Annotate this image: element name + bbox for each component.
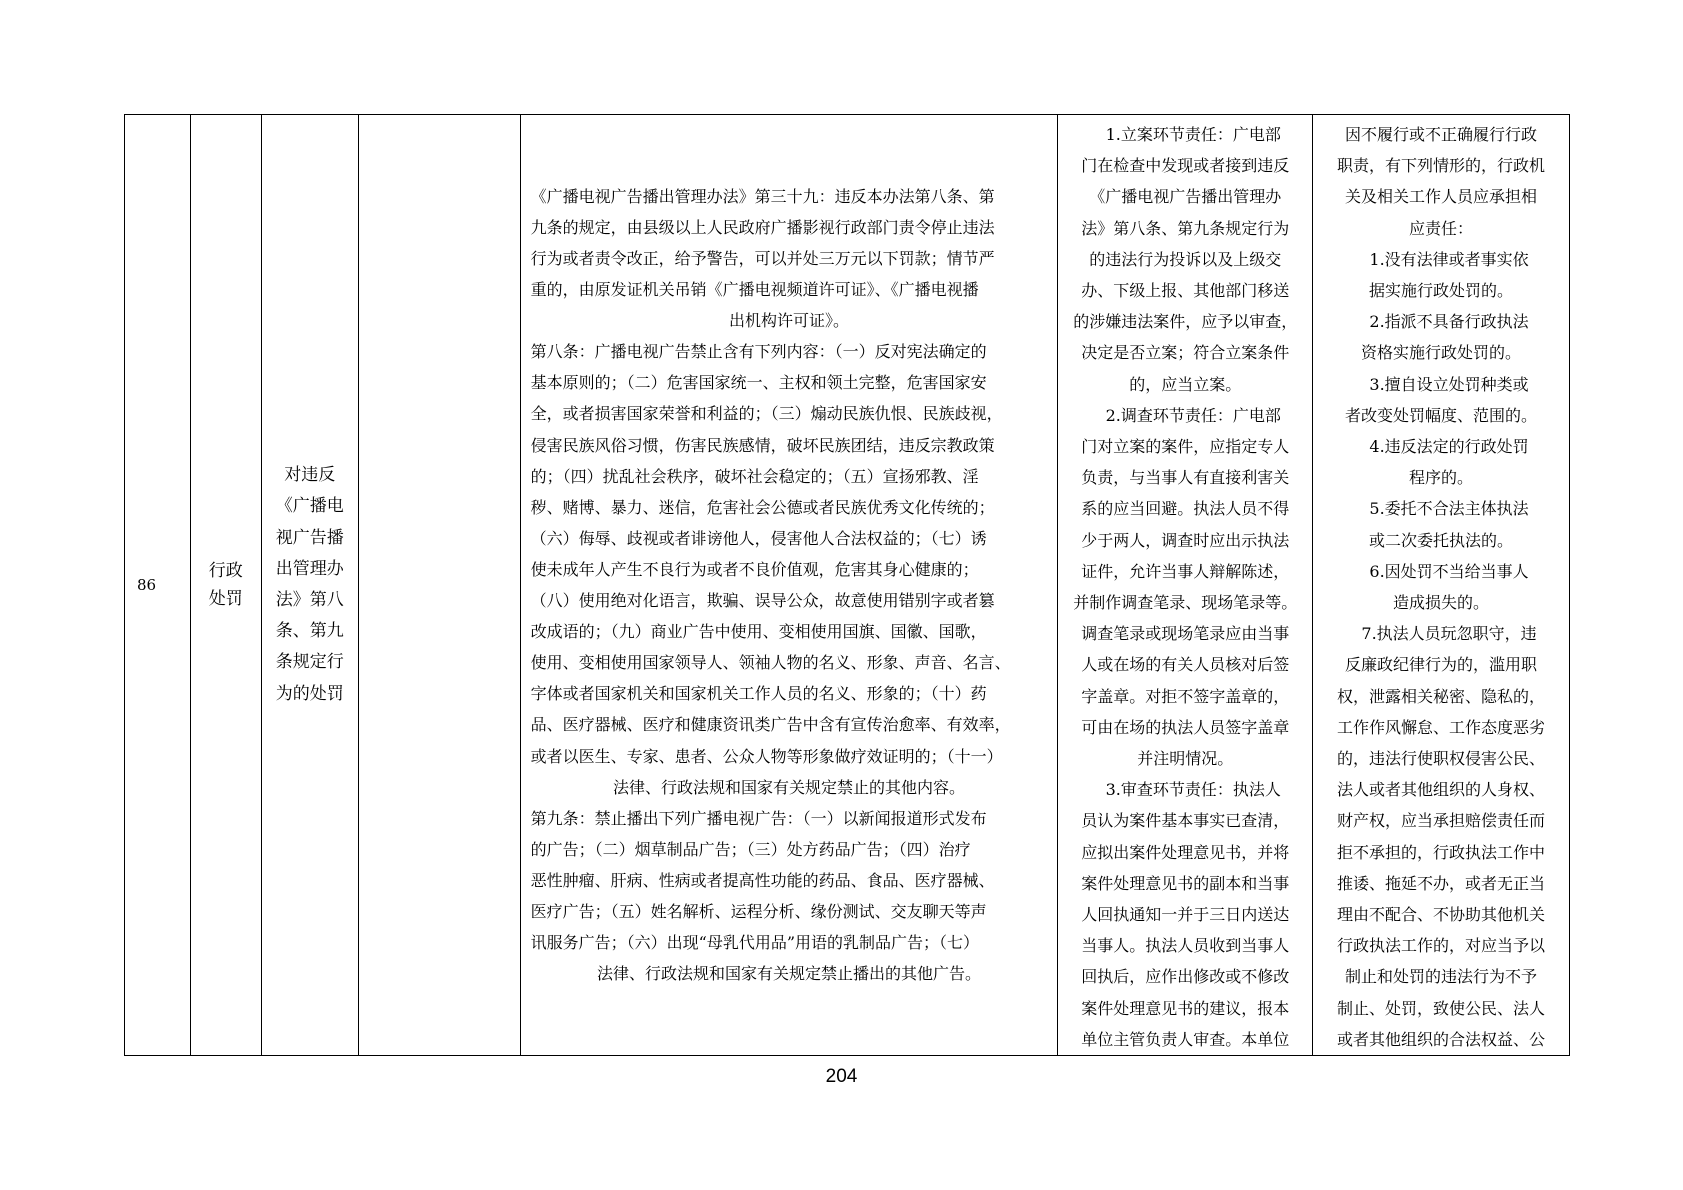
item-number: 86 (137, 576, 157, 595)
item-number-cell (125, 115, 191, 1056)
accountability-text: 因不履行或不正确履行行政 职责，有下列情形的，行政机 关及相关工作人员应承担相 应责任： 1.没有法律或者事实依 据实施行政处罚的。 2.指派不具备行政执法 资格实施行政处罚的。 3.擅自设立处罚种类或 者改变处罚幅度、范围的。 4.违反法定的行政处罚 程序的。 5.委托不合法主体执法 或二次委托执法的。 6.因处罚不当给当事人 造成损失的。 7.执法人员玩忽职守，违 反廉政纪律行为的，滥用职 权，泄露相关秘密、隐私的， 工作作风懈怠、工作态度恶劣 的，违法行使职权侵害公民、 法人或者其他组织的人身权、 财产权，应当承担赔偿责任而 拒不承担的，行政执法工作中 推诿、拖延不办，或者无正当 理由不配合、不协助其他机关 行政执法工作的，对应当予以 制止和处罚的违法行为不予 制止、处罚，致使公民、法人 或者其他组织的合法权益、公 (1337, 125, 1546, 1049)
basis-article-9-end: 法律、行政法规和国家有关规定禁止播出的其他广告。 (597, 964, 982, 984)
basis-article-39-end: 出机构许可证》。 (729, 311, 850, 331)
legal-basis-cell (520, 115, 1058, 1056)
responsibility-cell (1058, 115, 1313, 1056)
basis-article-39: 《广播电视广告播出管理办法》第三十九：违反本办法第八条、第 九条的规定，由县级以上人民政府广播影视行政部门责令停止违法 行为或者责令改正，给予警告，可以并处三万元以下罚款；情节严 重的，由原发证机关吊销《广播电视频道许可证》、《广播电视播 (530, 186, 995, 300)
sub-item-cell (358, 115, 520, 1056)
basis-article-9: 第九条：禁止播出下列广播电视广告：（一）以新闻报道形式发布 的广告；（二）烟草制品广告；（三）处方药品广告；（四）治疗 恶性肿瘤、肝病、性病或者提高性功能的药品、食品、医疗器械、 医疗广告；（五）姓名解析、运程分析、缘份测试、交友聊天等声 讯服务广告；（六）出现“母乳代用品”用语的乳制品广告；（七） (530, 808, 995, 953)
category-text: 行政 处罚 (208, 561, 243, 610)
basis-article-8-end: 法律、行政法规和国家有关规定禁止的其他内容。 (613, 777, 966, 797)
basis-article-8: 第八条：广播电视广告禁止含有下列内容：（一）反对宪法确定的 基本原则的；（二）危害国家统一、主权和领土完整，危害国家安 全，或者损害国家荣誉和利益的；（三）煽动民族仇恨、民族歧视， 侵害民族风俗习惯，伤害民族感情，破坏民族团结，违反宗教政策 的；（四）扰乱社会秩序，破坏社会稳定的；（五）宣扬邪教、淫 秽、赌博、暴力、迷信，危害社会公德或者民族优秀文化传统的； （六）侮辱、歧视或者诽谤他人，侵害他人合法权益的；（七）诱 使未成年人产生不良行为或者不良价值观，危害其身心健康的； （八）使用绝对化语言，欺骗、误导公众，故意使用错别字或者篡 改成语的；（九）商业广告中使用、变相使用国旗、国徽、国歌， 使用、变相使用国家领导人、领袖人物的名义、形象、声音、名言、 字体或者国家机关和国家机关工作人员的名义、形象的；（十）药 品、医疗器械、医疗和健康资讯类广告中含有宣传治愈率、有效率， 或者以医生、专家、患者、公众人物等形象做疗效证明的；（十一） (530, 342, 1011, 766)
page-number: 204 (825, 1066, 858, 1087)
power-list-table (124, 114, 1570, 1056)
accountability-cell (1313, 115, 1570, 1056)
item-name-cell (261, 115, 358, 1056)
table-row (125, 115, 1570, 1056)
item-name-text: 对违反 《广播电 视广告播 出管理办 法》第八 条、第九 条规定行 为的处罚 (275, 465, 344, 704)
responsibility-text: 1.立案环节责任：广电部 门在检查中发现或者接到违反 《广播电视广告播出管理办 法》第八条、第九条规定行为 的违法行为投诉以及上级交 办、下级上报、其他部门移送 的涉嫌违法案件，应予以审查， 决定是否立案；符合立案条件 的，应当立案。 2.调查环节责任：广电部 门对立案的案件，应指定专人 负责，与当事人有直接利害关 系的应当回避。执法人员不得 少于两人，调查时应出示执法 证件，允许当事人辩解陈述， 并制作调查笔录、现场笔录等。 调查笔录或现场笔录应由当事 人或在场的有关人员核对后签 字盖章。对拒不签字盖章的， 可由在场的执法人员签字盖章 并注明情况。 3.审查环节责任：执法人 员认为案件基本事实已查清， 应拟出案件处理意见书，并将 案件处理意见书的副本和当事 人回执通知一并于三日内送达 当事人。执法人员收到当事人 回执后，应作出修改或不修改 案件处理意见书的建议，报本 单位主管负责人审查。本单位 (1073, 125, 1298, 1049)
category-cell (190, 115, 261, 1056)
